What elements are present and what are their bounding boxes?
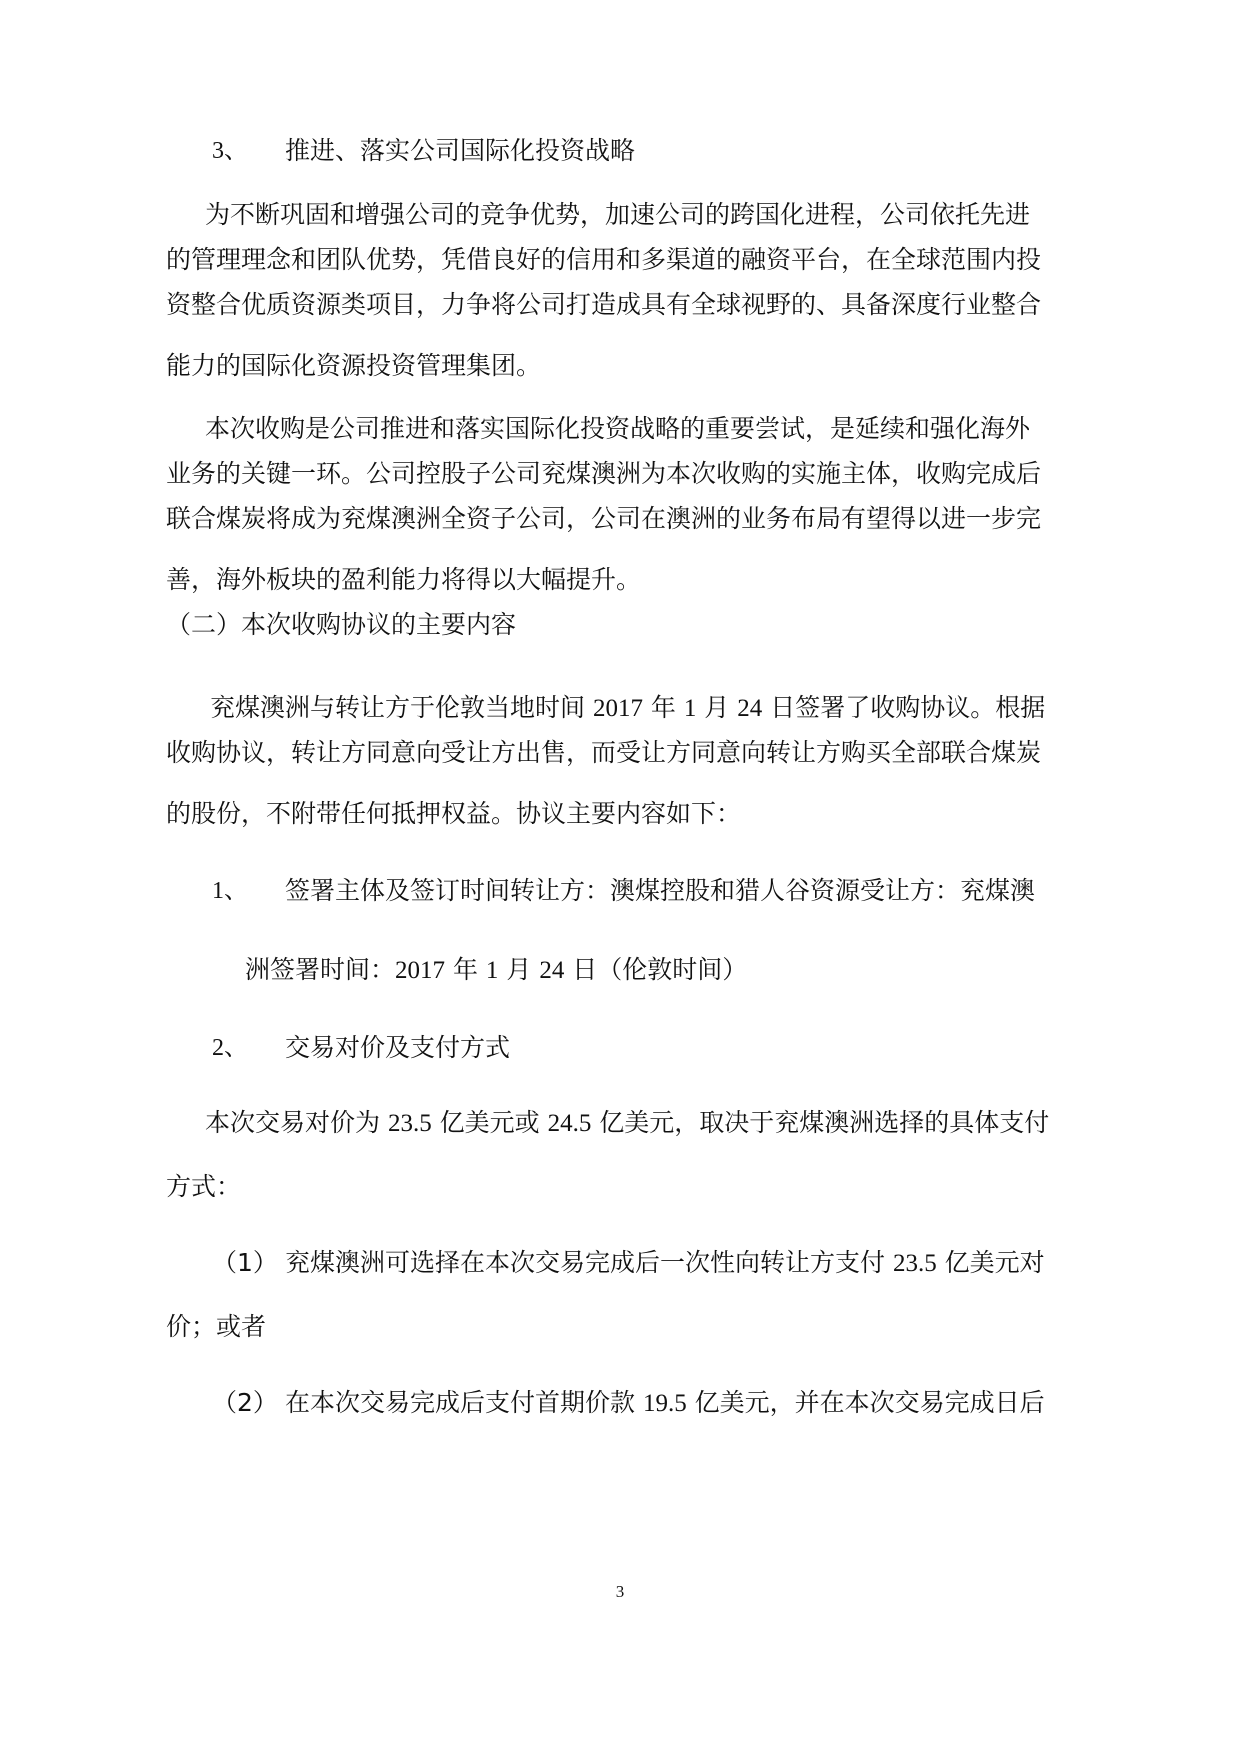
item2-number: 2、 xyxy=(212,1035,248,1061)
date-day: 24 xyxy=(737,695,763,722)
date-month: 1 xyxy=(683,695,697,722)
text-run: 兖煤澳洲可选择在本次交易完成后一次性向转让方支付 xyxy=(285,1248,893,1277)
page-number: 3 xyxy=(615,1582,625,1601)
item1-number: 1、 xyxy=(212,878,248,904)
para2-line: 联合煤炭将成为兖煤澳洲全资子公司，公司在澳洲的业务布局有望得以进一步完 xyxy=(166,504,1042,533)
text-run: 月 xyxy=(696,693,738,722)
date-month: 1 xyxy=(485,957,499,984)
section-title: （二）本次收购协议的主要内容 xyxy=(166,610,517,639)
text-run: 兖煤澳洲与转让方于伦敦当地时间 xyxy=(210,693,593,722)
amount: 24.5 xyxy=(547,1110,592,1137)
text-run: 亿美元，并在本次交易完成日后 xyxy=(686,1388,1045,1417)
item1-line: 签署主体及签订时间转让方：澳煤控股和猎人谷资源受让方：兖煤澳 xyxy=(285,876,1036,905)
text-run: 年 xyxy=(445,955,486,984)
text-run: 本次交易对价为 xyxy=(205,1108,388,1137)
item2-title: 交易对价及支付方式 xyxy=(285,1033,511,1062)
para3-line: 收购协议，转让方同意向受让方出售，而受让方同意向转让方购买全部联合煤炭 xyxy=(166,738,1042,767)
item1-line xyxy=(245,953,747,988)
text-run: 日（伦敦时间） xyxy=(564,955,748,984)
option1-label: （1） xyxy=(212,1248,278,1277)
amount: 19.5 xyxy=(642,1390,687,1417)
text-run: 亿美元，取决于兖煤澳洲选择的具体支付 xyxy=(591,1108,1050,1137)
para1-line: 资整合优质资源类项目，力争将公司打造成具有全球视野的、具备深度行业整合 xyxy=(166,290,1042,319)
para1-line: 为不断巩固和增强公司的竞争优势，加速公司的跨国化进程，公司依托先进 xyxy=(205,200,1031,229)
option1-line xyxy=(285,1246,1045,1281)
option2-label: （2） xyxy=(212,1388,278,1417)
para2-line: 业务的关键一环。公司控股子公司兖煤澳洲为本次收购的实施主体，收购完成后 xyxy=(166,459,1042,488)
para2-line: 善，海外板块的盈利能力将得以大幅提升。 xyxy=(166,565,642,594)
text-run: 亿美元对 xyxy=(936,1248,1045,1277)
para4-line xyxy=(205,1106,1049,1141)
text-run: 月 xyxy=(498,955,540,984)
para1-line: 的管理理念和团队优势，凭借良好的信用和多渠道的融资平台，在全球范围内投 xyxy=(166,245,1042,274)
text-run: 日签署了收购协议。根据 xyxy=(762,693,1046,722)
heading-title: 推进、落实公司国际化投资战略 xyxy=(285,136,636,165)
para1-line: 能力的国际化资源投资管理集团。 xyxy=(166,351,542,380)
date-year: 2017 xyxy=(395,957,446,984)
date-year: 2017 xyxy=(592,695,643,722)
amount: 23.5 xyxy=(387,1110,432,1137)
heading-number: 3、 xyxy=(212,138,248,164)
text-run: 在本次交易完成后支付首期价款 xyxy=(285,1388,643,1417)
para3-line: 的股份，不附带任何抵押权益。协议主要内容如下： xyxy=(166,799,742,828)
text-run: 亿美元或 xyxy=(431,1108,548,1137)
option2-line xyxy=(285,1386,1045,1421)
para2-line: 本次收购是公司推进和落实国际化投资战略的重要尝试，是延续和强化海外 xyxy=(205,414,1031,443)
option1-line: 价；或者 xyxy=(166,1312,267,1341)
text-run: 年 xyxy=(642,693,684,722)
para4-line: 方式： xyxy=(166,1172,242,1201)
para3-line xyxy=(210,691,1045,726)
date-day: 24 xyxy=(539,957,565,984)
text-run: 洲签署时间： xyxy=(245,955,396,984)
amount: 23.5 xyxy=(892,1250,937,1277)
